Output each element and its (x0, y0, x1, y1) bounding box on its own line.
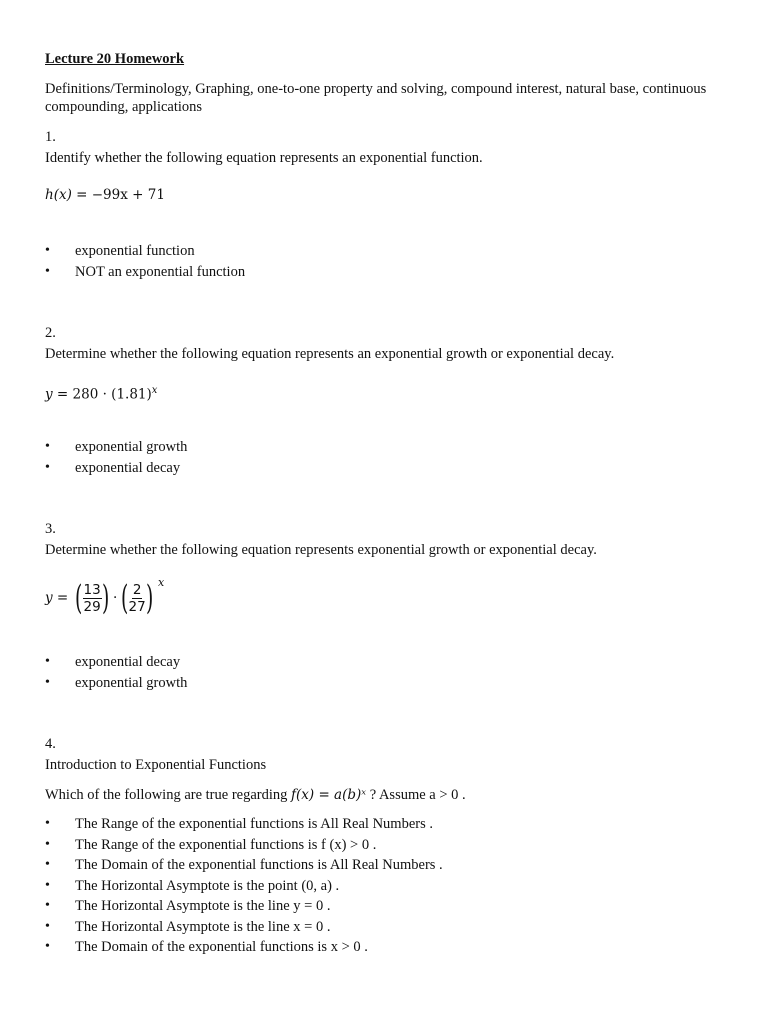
q3-equation (45, 574, 164, 622)
q3-lhs: y = (45, 590, 69, 606)
q3-frac2-den: 27 (128, 598, 146, 615)
q2-option[interactable]: • exponential growth (45, 438, 187, 459)
q4-option[interactable]: • The Range of the exponential functions is All Real Numbers . (45, 815, 443, 836)
q4-option[interactable]: • The Horizontal Asymptote is the line x = 0 . (45, 918, 443, 939)
q3-fraction-1: ( $\frac{13}{29}$ ) (75, 578, 109, 618)
q4-prompt-math: f(x) = a(b)ˣ (291, 787, 367, 803)
q2-equation-rhs: = 280 · (1.81) (52, 386, 152, 403)
q1-equation (45, 186, 165, 204)
q4-option[interactable]: • The Range of the exponential functions is f (x) > 0 . (45, 836, 443, 857)
q2-equation (45, 382, 157, 404)
q2-number: 2. (45, 325, 56, 341)
q1-option[interactable]: • exponential function (45, 242, 245, 263)
q3-frac1-num: 13 (83, 581, 101, 598)
q1-prompt: Identify whether the following equation represents an exponential function. (45, 150, 483, 166)
q1-number: 1. (45, 129, 56, 145)
q4-prompt-end: ? Assume a > 0 . (366, 787, 466, 803)
q1-equation-rest: = −99x + 71 (71, 187, 165, 203)
q3-prompt: Determine whether the following equation represents exponential growth or exponential decay. (45, 542, 597, 558)
q2-prompt: Determine whether the following equation represents an exponential growth or exponential decay. (45, 346, 615, 362)
q4-option[interactable]: • The Horizontal Asymptote is the point (0, a) . (45, 877, 443, 898)
q1-equation-fn: h(x) (45, 187, 72, 203)
q4-number: 4. (45, 736, 56, 752)
q1-options (45, 242, 245, 283)
q3-option[interactable]: • exponential growth (45, 674, 187, 695)
q3-exponent: x (157, 575, 165, 589)
q3-number: 3. (45, 521, 56, 537)
q4-options (45, 815, 443, 959)
q3-fraction-2: ( $\frac{2}{27}$ ) (121, 578, 153, 618)
q4-heading: Introduction to Exponential Functions (45, 757, 267, 773)
q2-options (45, 438, 187, 479)
q3-option[interactable]: • exponential decay (45, 653, 187, 674)
q3-options (45, 653, 187, 694)
q4-prompt (45, 786, 466, 804)
page-title: Lecture 20 Homework (45, 51, 185, 67)
q1-option[interactable]: • NOT an exponential function (45, 263, 245, 284)
q2-equation-lhs: y (45, 386, 53, 403)
q4-option[interactable]: • The Domain of the exponential functions is All Real Numbers . (45, 856, 443, 877)
q3-dot: · (112, 590, 118, 606)
q3-frac2-num: 2 (132, 581, 142, 598)
topics-text: Definitions/Terminology, Graphing, one-to-one property and solving, compound interest, natural base, continuous compounding, applications (45, 81, 707, 115)
q4-option[interactable]: • The Domain of the exponential functions is x > 0 . (45, 938, 443, 959)
q3-frac1-den: 29 (83, 598, 101, 615)
q4-prompt-start: Which of the following are true regarding (45, 787, 292, 803)
q2-equation-exp: x (151, 385, 158, 396)
q4-option[interactable]: • The Horizontal Asymptote is the line y = 0 . (45, 897, 443, 918)
q2-option[interactable]: • exponential decay (45, 459, 187, 480)
